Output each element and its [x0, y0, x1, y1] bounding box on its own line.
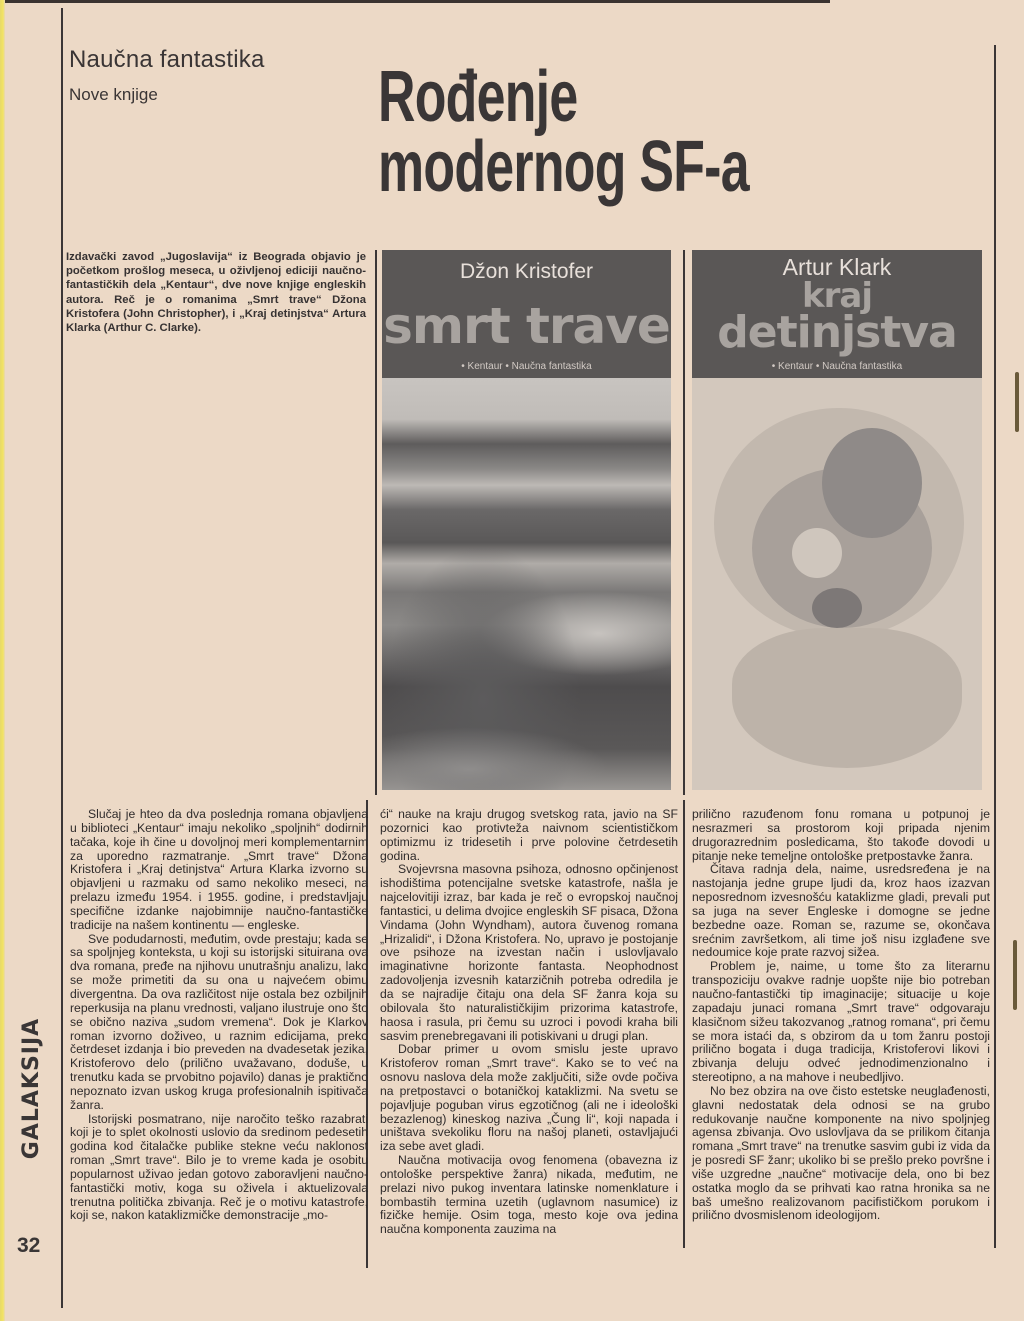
art-shape — [792, 528, 842, 578]
paragraph: Slučaj je hteo da dva poslednja romana objavljena u biblioteci „Kentaur“ imaju nekoliko „spoljnih“ dodirnih tačaka, koje ih čine u dovoljnoj meri komplementarnim za uporedno razmatranje. „Smrt trave“ Džona Kristofera i „Kraj detinjstva“ Artura Klarka izvorno su objavljeni u razmaku od samo nekoliko meseci, na prelazu između 1954. i 1955. godine, i predstavljaju specifične izdanke najobimnije naučno-fantastičke tradicije na našem kontinentu — engleske. — [70, 807, 368, 932]
page-title — [378, 57, 749, 207]
magazine-logo — [12, 1017, 52, 1159]
column-rule — [994, 800, 996, 1248]
left-margin-rule — [61, 8, 63, 1308]
section-label: Naučna fantastika — [69, 46, 265, 73]
paragraph: Svojevrsna masovna psihoza, odnosno opčinjenost ishodištima potencijalne svetske katastrofe, našla je najcelovitiji izraz, bar kada je reč o evropskoj naučnoj fantastici, u delima dvojice engleskih SF pisaca, Džona Vindama (John Wyndham), autora čuvenog romana „Hrizalidi“, i Džona Kristofera. No, upravo je postojanje ove psihoze na izvestan način i uslovljavalo imaginativne horizonte fantasta. Neophodnost zadovoljenja izvesnih katarzičnih potreba odredila je da se najradije čitaju ona dela SF žanra koja su obilovala što naturalističkijim prizorima katastrofe, haosa i rasula, pri čemu su uzroci i povodi kraha bili sasvim prenebregavani ili potiskivani u drugi plan. — [380, 862, 678, 1043]
magazine-name: GALAKSIJA — [19, 1017, 45, 1159]
column-rule — [375, 250, 377, 795]
cover-author: Džon Kristofer — [459, 260, 594, 283]
art-shape — [822, 428, 922, 538]
book-cover-smrt-trave — [382, 250, 671, 790]
staple-icon — [1015, 372, 1019, 432]
paragraph: Dobar primer u ovom smislu jeste upravo Kristoferov roman „Smrt trave“. Kako se to već na osnovu naslova dela može zaključiti, siže ovde počiva na pretpostavci o botaničkoj kataklizmi. Na svetu se pojavljuje poguban virus egzotičnog (ali ne i ideološki bezazlenog) kineskog naziva „Čung li“, koji napada i uništava svekoliku floru na našoj planeti, ostavljajući iza sebe avet gladi. — [380, 1042, 678, 1154]
subsection-label: Nove knjige — [69, 85, 158, 104]
paragraph: Naučna motivacija ovog fenomena (obavezna iz ontološke perspektive žanra) nikada, međutim, ne prelazi nivo pukog inventara latinske nomenklature i bombastih termina uzetih (uglavnom nasumice) iz fizičke hemije. Osim toga, mesto koje ova jedina naučna komponenta zauzima na — [380, 1153, 678, 1237]
column-rule — [683, 800, 685, 1248]
article-column-1 — [70, 808, 368, 1223]
art-shape — [812, 588, 862, 628]
staple-icon — [1013, 940, 1017, 1010]
cover-illustration-abstract — [692, 378, 982, 790]
paragraph: Čitava radnja dela, naime, usredsređena je na nastojanja jedne grupe ljudi da, kroz haos izazvan neposrednom izvesnošću kataklizme gladi, prevali put sa juga na sever Engleske i domogne se jedne bezbedne oaze. Roman se, razume se, okončava srećnim završetkom, ali time još nisu izglađene sve nedoumice koje prate razvoj sižea. — [692, 862, 990, 960]
paragraph: Istorijski posmatrano, nije naročito teško razabrati koji je to splet okolnosti uslovio da sredinom pedesetih godina kod čitalačke publike stekne veću naklonost roman „Smrt trave“. Bilo je to vreme kada je osobitu popularnost uživao jedan gotovo zaboravljeni naučno-fantastički motiv, koga su oživela i aktuelizovala trenutna politička zbivanja. Reč je o motivu katastrofe, koji se, nakon kataklizmičke demonstracije „mo- — [70, 1111, 368, 1223]
article-column-2 — [380, 808, 678, 1237]
paragraph: Problem je, naime, u tome što za literarnu transpoziciju ovakve radnje uopšte nije bio potreban naučno-fantastički tip imaginacije; situacije u koje zapadaju junaci romana „Smrt trave“ odgovaraju klasičnom sižeu takozvanog „ratnog romana“, pri čemu se mora istaći da, s obzirom da u tom žanru postoji prilično bogata i duga tradicija, Kristoferovi likovi i zbivanja deluju odveć jednodimenzionalno i stereotipno, a na mahove i neubedljivo. — [692, 959, 990, 1085]
book-cover-kraj-detinjstva — [692, 250, 982, 790]
page-top-shadow — [0, 0, 830, 3]
page-number: 32 — [17, 1234, 41, 1257]
cover-illustration-landscape — [382, 378, 671, 790]
paragraph: No bez obzira na ove čisto estetske neuglađenosti, glavni nedostatak dela odnosi se na grubo redukovanje naučne komponente na nivo spoljnjeg agensa zbivanja. Ovo uslovljava da se prilikom čitanja romana „Smrt trave“ na trenutke sasvim gubi iz vida da je posredi SF žanr; ukoliko bi se prešlo preko površne i više uzgredne „naučne“ motivacije dela, ono bi bez ostatka moglo da se prihvati kao ratna hronika sa ne baš umešno realizovanom pacifističkom porukom i prilično dvosmislenom ideologijom. — [692, 1083, 990, 1223]
art-shape — [732, 628, 962, 768]
cover-title-band — [692, 250, 982, 378]
paragraph: prilično razuđenom fonu romana u potpunoj je nesrazmeri sa prostorom koji pripada njenim drugorazrednim posledicama, što takođe dovodi u pitanje neke temeljne ontološke pretpostavke žanra. — [692, 807, 990, 863]
right-margin-rule — [994, 45, 996, 850]
lead-paragraph: Izdavački zavod „Jugoslavija“ iz Beograda objavio je početkom prošlog meseca, u oživljenoj ediciji naučno-fantastičkih dela „Kentaur“, dve nove knjige engleskih autora. Reč je o romanima „Smrt trave“ Džona Kristofera (John Christopher), i „Kraj detinjstva“ Artura Klarka (Arthur C. Clarke). — [66, 251, 366, 335]
cover-series: • Kentaur • Naučna fantastika — [461, 361, 592, 372]
cover-title-line-2: detinjstva — [717, 307, 957, 358]
headline-line-2: modernog SF-a — [378, 127, 749, 207]
page-edge — [0, 0, 5, 1321]
paragraph: ći“ nauke na kraju drugog svetskog rata, javio na SF pozornici kao protivteža naivnom scientističkom optimizmu iz tridesetih i prve polovine četrdesetih godina. — [380, 807, 678, 863]
headline-line-1: Rođenje — [378, 57, 578, 137]
article-column-3 — [692, 808, 990, 1223]
column-rule — [683, 250, 685, 795]
cover-title-line-1: kraj — [802, 276, 872, 316]
cover-series: • Kentaur • Naučna fantastika — [771, 361, 903, 372]
paragraph: Sve podudarnosti, međutim, ovde prestaju; kada se sa spoljnjeg konteksta, u koji su istorijski situirana ova dva romana, pređe na njihovu unutrašnju analizu, lako se može primetiti da su ona u najvećem obimu divergentna. Da ova različitost nije ostala bez ozbiljnih reperkusija na planu vrednosti, valjano ilustruje ono što se obično naziva „sudom vremena“. Dok je Klarkov roman izvorno doživeo, u raznim edicijama, preko četrdeset izdanja i bio preveden na dvadesetak jezika, Kristoferovo delo (prilično uvažavano, doduše, u trenutku kada se prvobitno pojavilo) danas je praktično nepoznato izvan uskog kruga profesionalnih ispitivača žanra. — [70, 931, 368, 1112]
cover-author: Artur Klark — [782, 254, 892, 280]
cover-title-band — [382, 250, 671, 378]
cover-title: smrt trave — [383, 297, 670, 355]
